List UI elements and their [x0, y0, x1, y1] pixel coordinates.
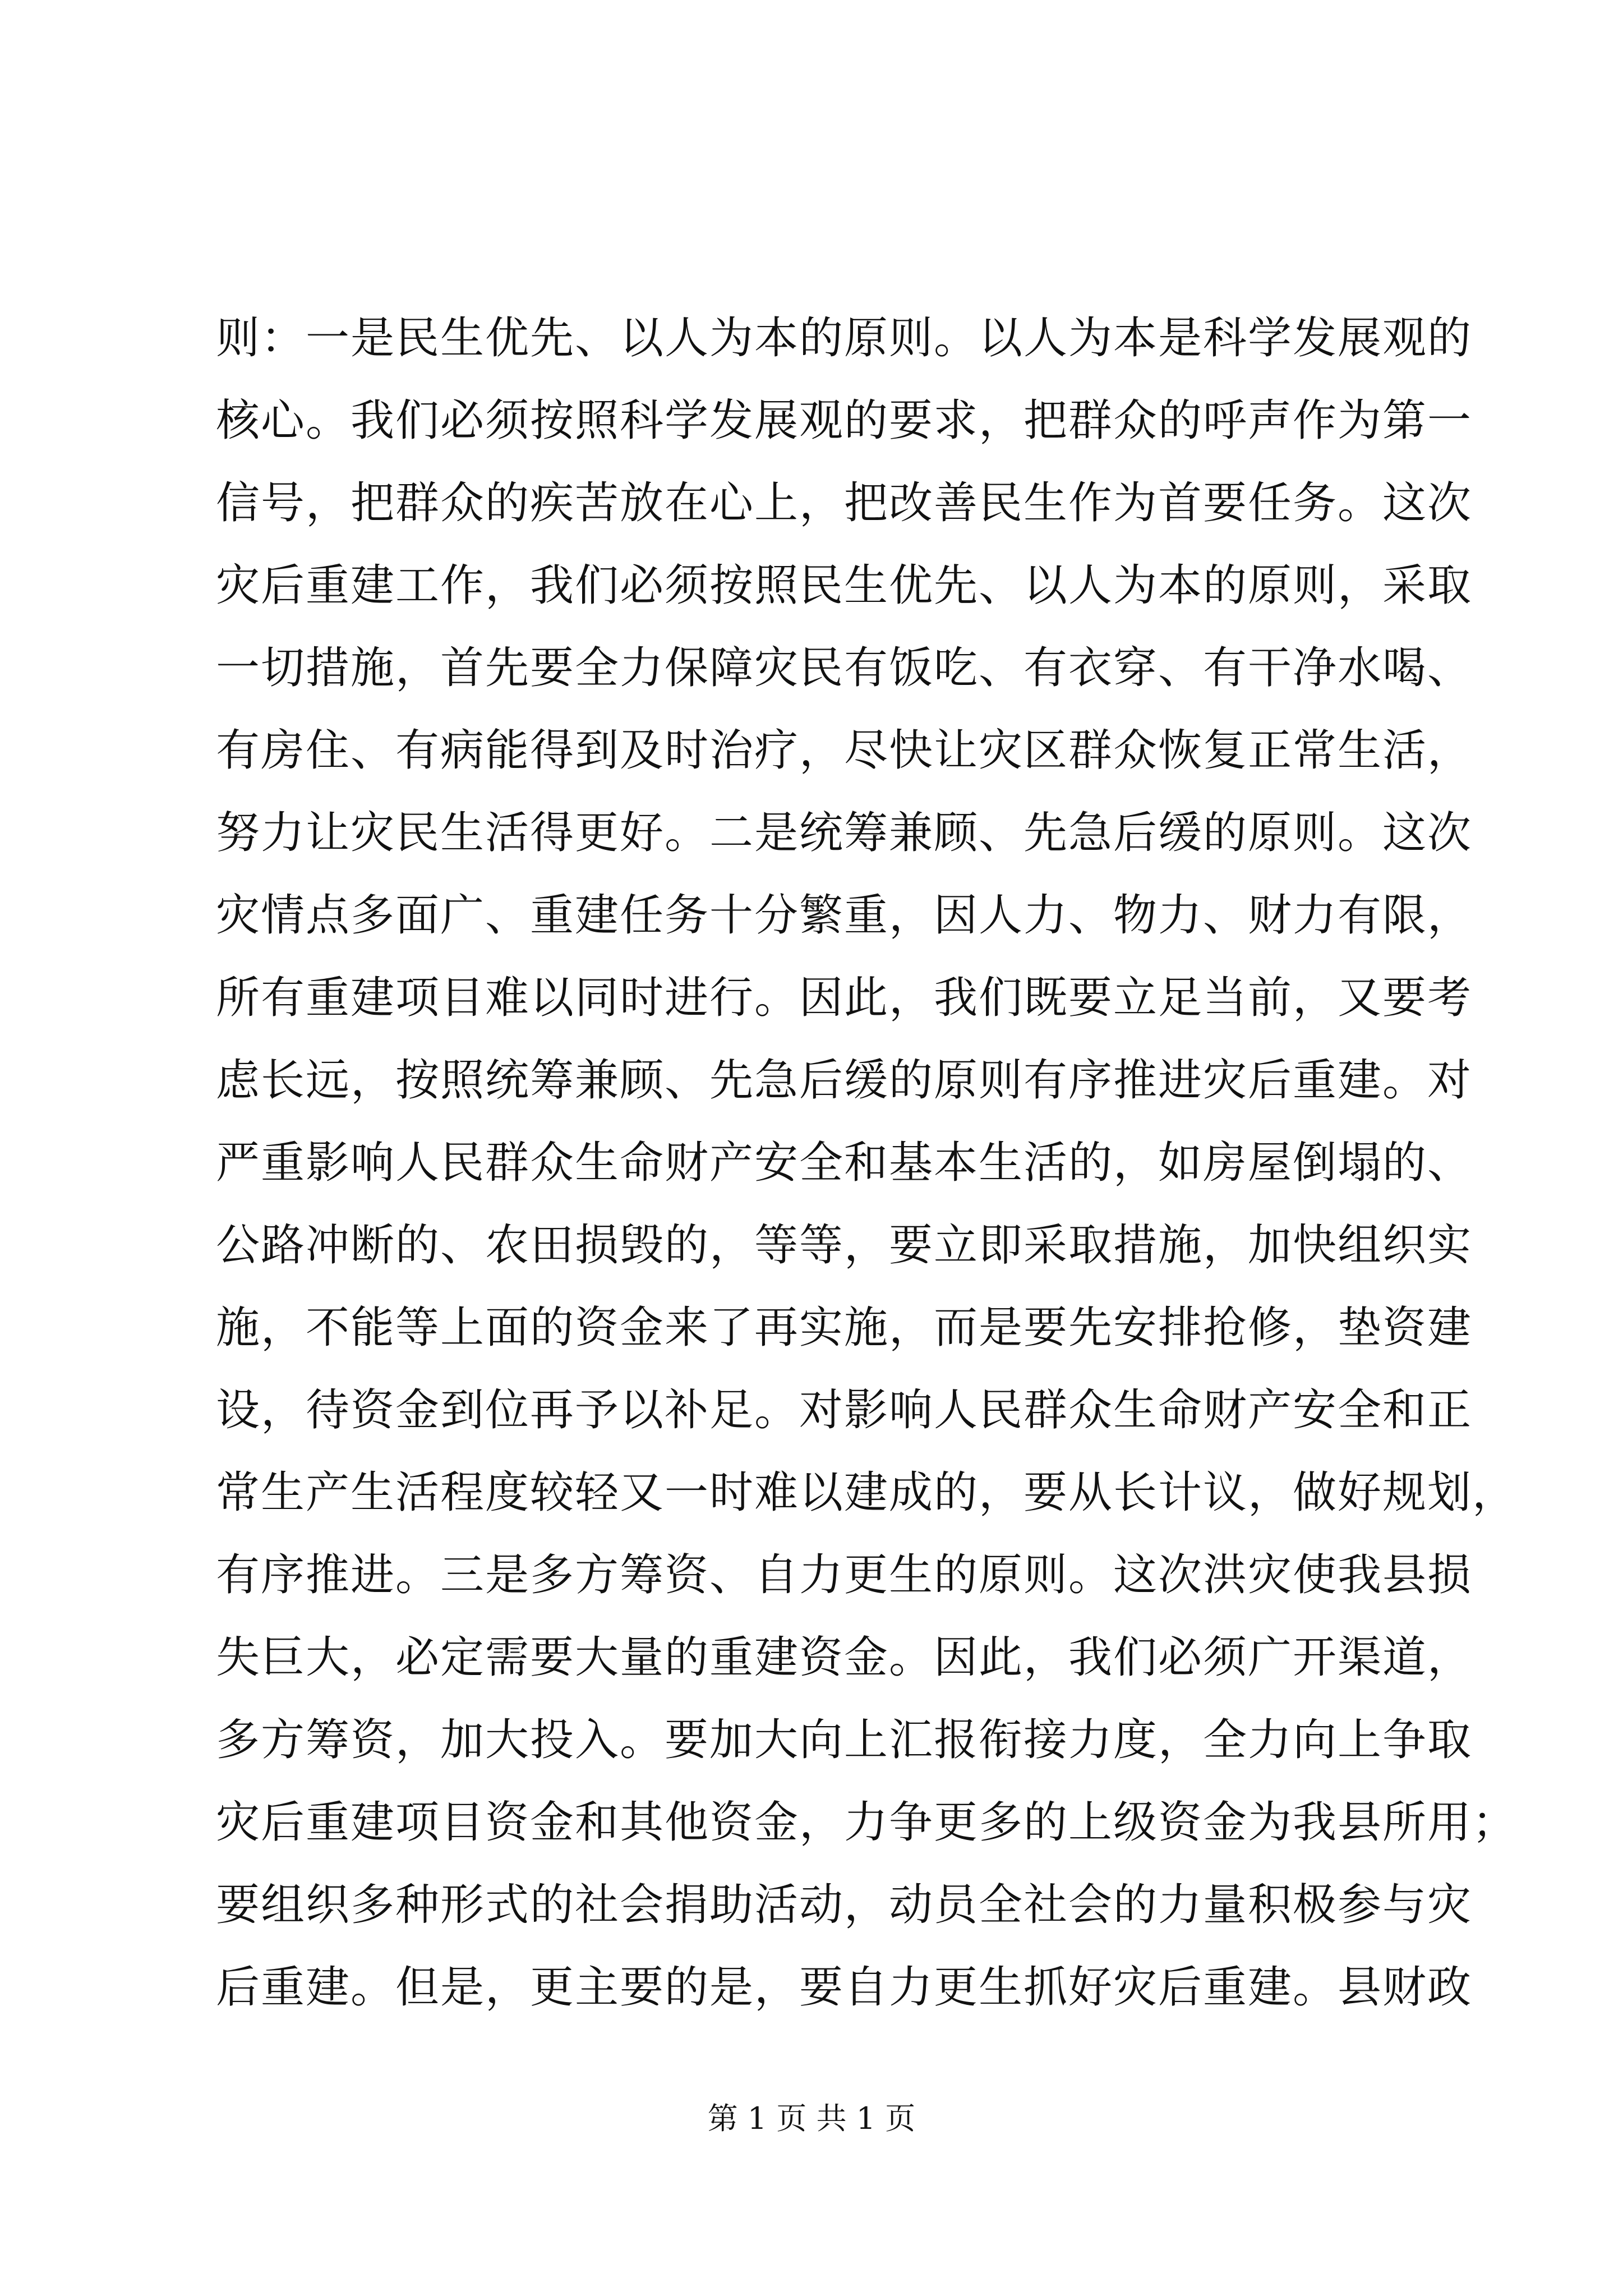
page-number-footer: 第 1 页 共 1 页 — [707, 2101, 916, 2136]
text-line-19: 灾后重建项目资金和其他资金，力争更多的上级资金为我县所用； — [216, 1797, 1518, 1848]
text-line-5: 一切措施，首先要全力保障灾民有饭吃、有衣穿、有干净水喝、 — [216, 643, 1473, 693]
text-line-10: 虑长远，按照统筹兼顾、先急后缓的原则有序推进灾后重建。对 — [216, 1055, 1473, 1106]
text-line-13: 施，不能等上面的资金来了再实施，而是要先安排抢修，垫资建 — [216, 1303, 1473, 1353]
text-line-18: 多方筹资，加大投入。要加大向上汇报衔接力度，全力向上争取 — [216, 1715, 1473, 1765]
text-line-8: 灾情点多面广、重建任务十分繁重，因人力、物力、财力有限， — [216, 890, 1473, 941]
text-line-2: 核心。我们必须按照科学发展观的要求，把群众的呼声作为第一 — [216, 395, 1473, 446]
text-line-20: 要组织多种形式的社会捐助活动，动员全社会的力量积极参与灾 — [216, 1880, 1473, 1930]
text-line-21: 后重建。但是，更主要的是，要自力更生抓好灾后重建。县财政 — [216, 1962, 1473, 2013]
text-line-7: 努力让灾民生活得更好。二是统筹兼顾、先急后缓的原则。这次 — [216, 808, 1473, 858]
text-line-11: 严重影响人民群众生命财产安全和基本生活的，如房屋倒塌的、 — [216, 1138, 1473, 1188]
text-line-12: 公路冲断的、农田损毁的，等等，要立即采取措施，加快组织实 — [216, 1220, 1473, 1271]
text-line-4: 灾后重建工作，我们必须按照民生优先、以人为本的原则，采取 — [216, 560, 1473, 611]
text-line-17: 失巨大，必定需要大量的重建资金。因此，我们必须广开渠道， — [216, 1632, 1473, 1683]
body-text — [216, 297, 1518, 2029]
text-line-15: 常生产生活程度较轻又一时难以建成的，要从长计议，做好规划， — [216, 1467, 1518, 1518]
text-line-9: 所有重建项目难以同时进行。因此，我们既要立足当前，又要考 — [216, 973, 1473, 1023]
text-line-14: 设，待资金到位再予以补足。对影响人民群众生命财产安全和正 — [216, 1385, 1473, 1435]
text-line-6: 有房住、有病能得到及时治疗，尽快让灾区群众恢复正常生活， — [216, 725, 1473, 776]
text-line-16: 有序推进。三是多方筹资、自力更生的原则。这次洪灾使我县损 — [216, 1550, 1473, 1600]
text-line-3: 信号，把群众的疾苦放在心上，把改善民生作为首要任务。这次 — [216, 478, 1473, 528]
text-line-1: 则：一是民生优先、以人为本的原则。以人为本是科学发展观的 — [216, 313, 1473, 364]
